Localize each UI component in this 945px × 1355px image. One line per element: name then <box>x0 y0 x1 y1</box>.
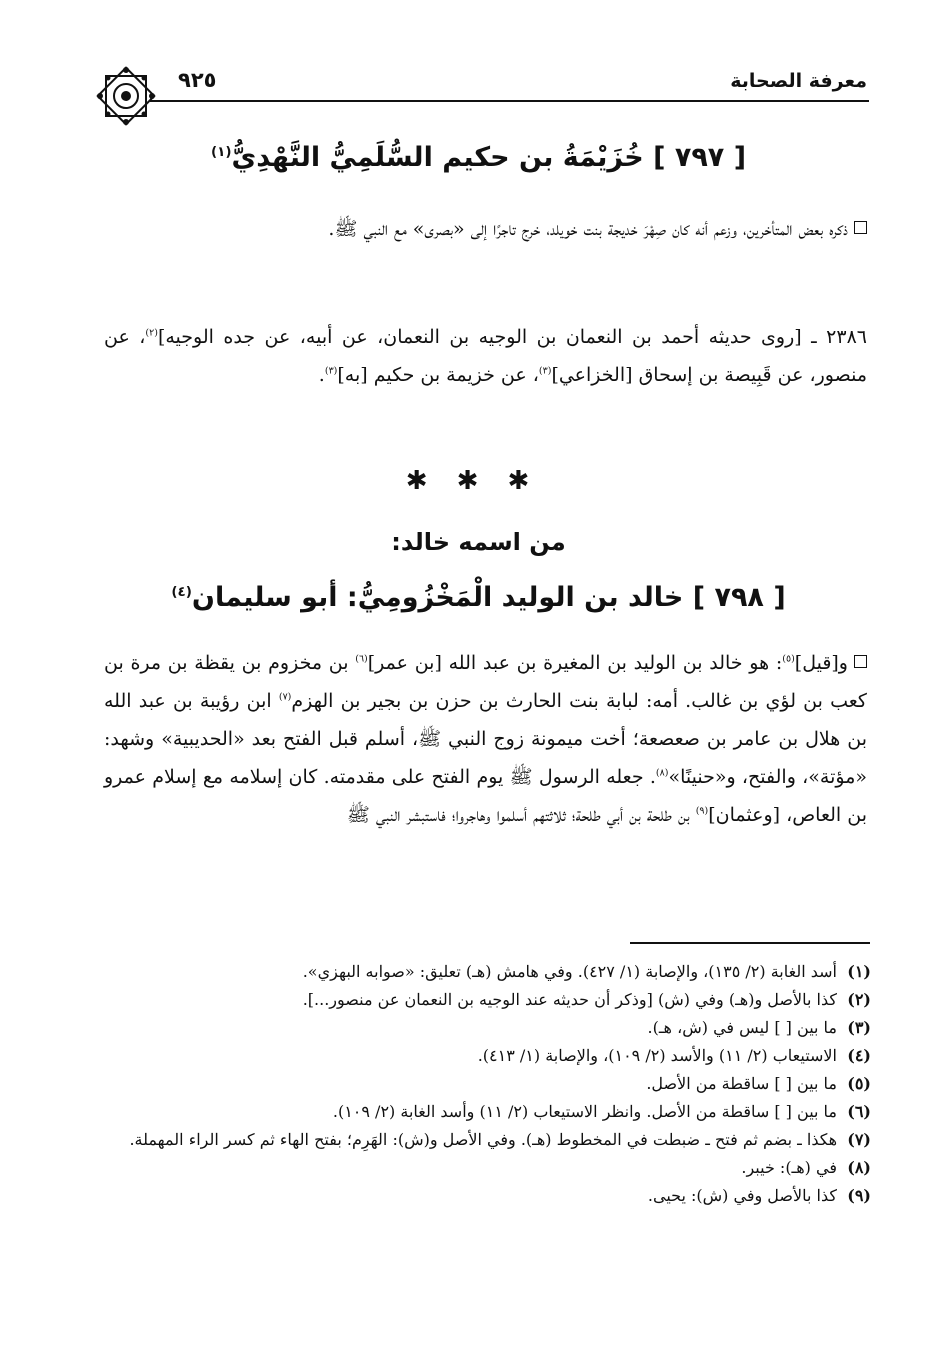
footnote-text: كذا بالأصل وفي (ش): يحيى. <box>647 1186 837 1205</box>
footnote-ref: (٤) <box>171 584 192 600</box>
entry-number: [ ٧٩٨ ] <box>692 582 786 613</box>
footnote-item <box>106 1098 871 1126</box>
paragraph-text: . جعله الرسول ﷺ يوم الفتح على مقدمته. كان إسلامه مع إسلام عمرو بن العاص، [وعثمان] <box>104 766 867 826</box>
footnote-text: ما بين [ ] ليس في (ش، هـ). <box>647 1018 837 1037</box>
section-title: من اسمه خالد: <box>391 528 566 556</box>
footnotes <box>106 958 871 1210</box>
paragraph-text: ، عن خزيمة بن حكيم [به] <box>337 364 539 386</box>
square-bullet-icon <box>854 655 867 668</box>
entry-797-heading <box>90 142 867 173</box>
paragraph-text: : هو خالد بن الوليد بن المغيرة بن عبد الله [بن عمر] <box>367 652 783 674</box>
footnote-ref: (٩) <box>695 805 709 817</box>
star-ornament-icon <box>92 62 160 130</box>
page-number: ٩٢٥ <box>178 68 217 92</box>
paragraph-text: ، عن منصور، عن قَبِيصة بن إسحاق [الخزاعي] <box>104 326 867 386</box>
footnote-item <box>106 1042 871 1070</box>
header-rule <box>150 100 869 102</box>
footnote-item <box>106 986 871 1014</box>
footnote-text: هكذا ـ بضم ثم فتح ـ ضبطت في المخطوط (هـ). وفي الأصل و(ش): الهَرِم؛ بفتح الهاء ثم كسر الراء المهملة. <box>129 1130 837 1149</box>
footnote-number: (٤) <box>847 1046 871 1065</box>
footnote-ref: (٧) <box>278 691 292 703</box>
paragraph-text: ٢٣٨٦ ـ [روى حديثه أحمد بن النعمان بن الوجيه بن النعمان، عن أبيه، عن جده الوجيه] <box>157 326 867 348</box>
footnote-number: (٩) <box>847 1186 871 1205</box>
section-separator: ✱ ✱ ✱ <box>405 466 540 496</box>
footnote-ref: (٣) <box>538 365 552 377</box>
footnote-number: (١) <box>847 962 871 981</box>
square-bullet-icon <box>854 221 867 234</box>
entry-name: خُزَيْمَةُ بن حكيم السُّلَمِيُّ النَّهْدِيُّ <box>231 142 644 173</box>
entry-798-heading <box>90 582 867 613</box>
entry-798-paragraph <box>104 644 867 834</box>
entry-797-paragraph-1 <box>104 210 867 248</box>
footnote-number: (٨) <box>847 1158 871 1177</box>
footnote-ref: (١) <box>210 144 232 160</box>
footnote-text: في (هـ): خيبر. <box>741 1158 837 1177</box>
footnote-text: كذا بالأصل و(هـ) وفي (ش) [وذكر أن حديثه عند الوجيه بن النعمان عن منصور...]. <box>302 990 837 1009</box>
footnote-text: ما بين [ ] ساقطة من الأصل. وانظر الاستيعاب (٢/ ١١) وأسد الغابة (٢/ ١٠٩). <box>332 1102 837 1121</box>
footnote-item <box>106 1154 871 1182</box>
footnote-ref: (٢) <box>145 327 158 339</box>
paragraph-text: بن مخزوم بن يقظة بن مرة بن كعب بن لؤي بن غالب. أمه: لبابة بنت الحارث بن حزن بن بجير بن الهزم <box>104 652 867 712</box>
paragraph-text: ابن رؤيبة بن عبد الله بن هلال بن عامر بن صعصعة؛ أخت ميمونة زوج النبي ﷺ، أسلم قبل الفتح بعد «الحديبية» وشهد: «مؤتة»، والفتح، و«حنينًا» <box>104 690 868 788</box>
entry-797-hadith-paragraph <box>104 318 867 394</box>
footnote-item <box>106 1126 871 1154</box>
paragraph-text: بن طلحة بن أبي طلحة؛ ثلاثتهم أسلموا وهاجروا؛ فاستبشر النبي ﷺ <box>346 804 696 826</box>
paragraph-text: . <box>318 364 325 386</box>
running-title: معرفة الصحابة <box>730 70 867 92</box>
paragraph-text: ذكره بعض المتأخرين، وزعم أنه كان صِهْرَ خديجة بنت خويلد، خرج تاجرًا إلى «بصرى» مع النبي ﷺ. <box>328 218 848 240</box>
paragraph-text: و[قيل] <box>794 652 848 674</box>
entry-number: [ ٧٩٧ ] <box>653 142 747 173</box>
footnote-item <box>106 1070 871 1098</box>
footnote-rule <box>630 942 870 944</box>
footnote-ref: (٥) <box>782 653 795 665</box>
footnote-number: (٧) <box>847 1130 871 1149</box>
footnote-item <box>106 958 871 986</box>
footnote-ref: (٦) <box>355 653 368 665</box>
footnote-number: (٢) <box>847 990 871 1009</box>
footnote-text: أسد الغابة (٢/ ١٣٥)، والإصابة (١/ ٤٢٧). وفي هامش (هـ) تعليق: «صوابه البهزي». <box>302 962 837 981</box>
footnote-item <box>106 1182 871 1210</box>
footnote-item <box>106 1014 871 1042</box>
footnote-text: ما بين [ ] ساقطة من الأصل. <box>646 1074 837 1093</box>
footnote-ref: (٣) <box>324 365 338 377</box>
footnote-text: الاستيعاب (٢/ ١١) والأسد (٢/ ١٠٩)، والإصابة (١/ ٤١٣). <box>477 1046 837 1065</box>
footnote-number: (٥) <box>847 1074 871 1093</box>
footnote-ref: (٨) <box>655 767 669 779</box>
footnote-number: (٣) <box>847 1018 871 1037</box>
footnote-number: (٦) <box>847 1102 871 1121</box>
entry-name: خالد بن الوليد الْمَخْزُومِيُّ: أبو سليمان <box>191 582 684 613</box>
